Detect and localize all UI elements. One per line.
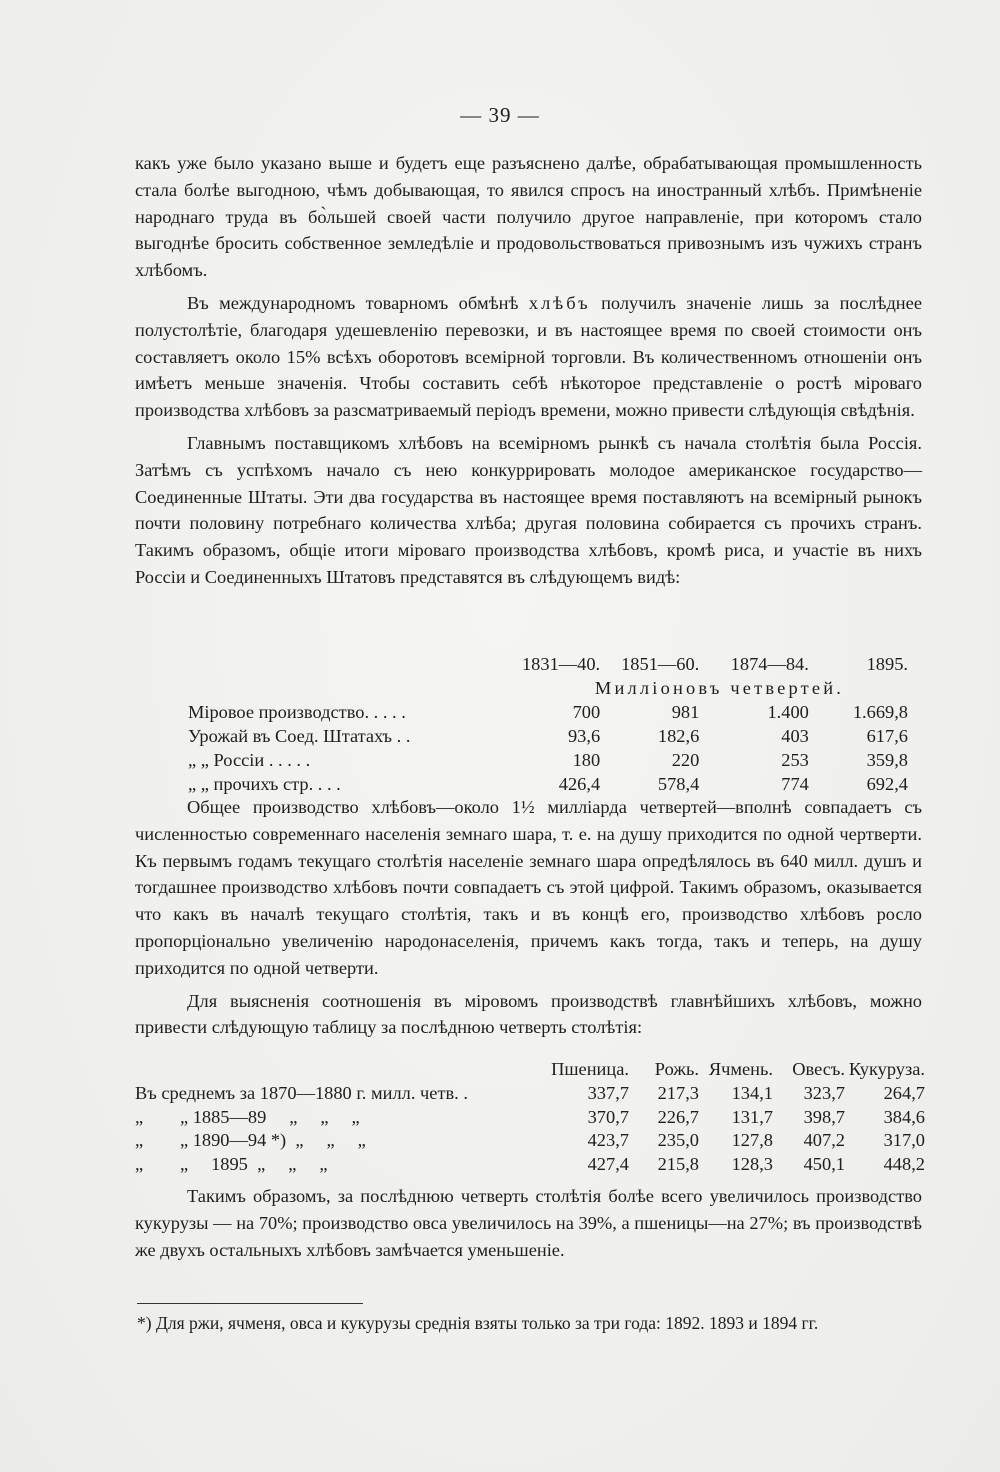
- cell: 220: [671, 750, 700, 770]
- table-row: [188, 724, 908, 748]
- paragraph-6: Такимъ образомъ, за послѣднюю четверть столѣтія болѣе всего увеличилось производство кукурузы — на 70%; производство овса увеличилось на 39%, а пшеницы—на 27%; въ производствѣ же двухъ остальныхъ хлѣбовъ замѣчается уменьшеніе.: [135, 1186, 922, 1260]
- cell: 398,7: [803, 1106, 845, 1127]
- crop-header: Овесъ.: [792, 1059, 845, 1079]
- table1-year: 1831—40.: [521, 654, 601, 674]
- text-block-bottom: [135, 1183, 922, 1263]
- table-row: [188, 748, 908, 772]
- table1-year: 1895.: [866, 654, 908, 674]
- paragraph-4: Общее производство хлѣбовъ—около 1½ милліарда четвертей—вполнѣ совпадаетъ съ численностью современнаго населенія земнаго шара, т. е. на душу приходится по одной чертверти. Къ первымъ годамъ текущаго столѣтія населеніе земнаго шара опредѣлялось въ 640 милл. душъ и тогдашнее производство хлѣбовъ почти совпадаетъ съ этой цифрой. Такимъ образомъ, оказывается что какъ въ началѣ текущаго столѣтія, такъ и въ концѣ его, производство хлѣбовъ росло пропорціонально увеличенію народонаселенія, причемъ какъ тогда, такъ и теперь, на душу приходится по одной четверти.: [135, 797, 922, 978]
- cell: 427,4: [587, 1154, 629, 1175]
- table-row: [188, 700, 908, 724]
- paragraph-2: [135, 290, 922, 424]
- cell: 182,6: [657, 726, 700, 746]
- footnote: *) Для ржи, ячменя, овса и кукурузы среднія взяты только за три года: 1892. 1893 и 1894 гг.: [137, 1313, 819, 1333]
- cell: 700: [572, 702, 601, 722]
- cell: 253: [781, 750, 809, 770]
- crop-header: Ячмень.: [708, 1059, 773, 1079]
- cell: 134,1: [731, 1082, 773, 1103]
- table-row: [135, 1153, 925, 1177]
- row-label: Въ среднемъ за 1870—1880 г. милл. четв. .: [135, 1082, 468, 1103]
- cell: 264,7: [883, 1082, 925, 1103]
- paragraph-2-start: Въ международномъ товарномъ обмѣнѣ: [187, 292, 519, 313]
- text-block-middle: [135, 794, 922, 1041]
- cell: 128,3: [731, 1154, 773, 1175]
- row-label: „ „ 1895 „ „ „: [135, 1154, 328, 1175]
- crops-production-table: [135, 1058, 925, 1177]
- text-block-top: [135, 150, 922, 591]
- row-label: „ „ 1885—89 „ „ „: [135, 1106, 360, 1127]
- cell: 323,7: [803, 1082, 845, 1103]
- row-label: „ „ 1890—94 *) „ „ „: [135, 1130, 366, 1151]
- row-label: Урожай въ Соед. Штатахъ . .: [188, 726, 411, 746]
- cell: 1.669,8: [852, 702, 908, 722]
- table-row: [135, 1129, 925, 1153]
- table1-header-row: [188, 652, 908, 676]
- table1-year: 1874—84.: [730, 654, 809, 674]
- cell: 180: [572, 750, 601, 770]
- cell: 317,0: [883, 1130, 925, 1151]
- cell: 450,1: [803, 1154, 845, 1175]
- cell: 127,8: [731, 1130, 773, 1151]
- footnote-divider: [137, 1303, 363, 1304]
- cell: 578,4: [657, 774, 700, 794]
- cell: 384,6: [883, 1106, 925, 1127]
- table1-unit-row: [188, 676, 908, 700]
- table-row: [135, 1082, 925, 1106]
- cell: 93,6: [567, 726, 601, 746]
- paragraph-5: Для выясненія соотношенія въ міровомъ производствѣ главнѣйшихъ хлѣбовъ, можно привести слѣдующую таблицу за послѣднюю четверть столѣтія:: [135, 990, 922, 1038]
- cell: 774: [781, 774, 809, 794]
- world-production-table: [188, 652, 908, 796]
- table-row: [135, 1106, 925, 1130]
- cell: 131,7: [731, 1106, 773, 1127]
- table2-header-row: [135, 1058, 925, 1082]
- paragraph-1: какъ уже было указано выше и будетъ еще разъяснено далѣе, обрабатывающая промышленность стала болѣе выгодною, чѣмъ добывающая, то явился спросъ на иностранный хлѣбъ. Примѣненіе народнаго труда въ бо̀льшей своей части получило другое направленіе, при которомъ стало выгоднѣе бросить собственное земледѣліе и продовольствоваться привознымъ изъ чужихъ странъ хлѣбомъ.: [135, 153, 922, 281]
- page-number: — 39 —: [460, 103, 540, 127]
- table-row: [188, 772, 908, 796]
- cell: 217,3: [657, 1082, 699, 1103]
- cell: 359,8: [866, 750, 908, 770]
- row-label: Міровое производство. . . . .: [188, 702, 406, 722]
- spaced-word: хлѣбъ: [528, 292, 591, 313]
- cell: 235,0: [657, 1130, 699, 1151]
- crop-header: Рожь.: [654, 1059, 699, 1079]
- cell: 448,2: [883, 1154, 925, 1175]
- cell: 1.400: [767, 702, 809, 722]
- cell: 403: [781, 726, 809, 746]
- row-label: „ „ Россіи . . . . .: [188, 750, 311, 770]
- crop-header: Пшеница.: [551, 1059, 629, 1079]
- cell: 617,6: [866, 726, 908, 746]
- row-label: „ „ прочихъ стр. . . .: [188, 774, 341, 794]
- cell: 370,7: [587, 1106, 629, 1127]
- cell: 981: [671, 702, 700, 722]
- cell: 215,8: [657, 1154, 699, 1175]
- cell: 337,7: [587, 1082, 629, 1103]
- cell: 426,4: [558, 774, 601, 794]
- table1-year: 1851—60.: [621, 654, 700, 674]
- paragraph-3: Главнымъ поставщикомъ хлѣбовъ на всемірномъ рынкѣ съ начала столѣтія была Россія. Затѣмъ съ успѣхомъ начало съ нею конкуррировать молодое американское государство—Соединенные Штаты. Эти два государства въ настоящее время поставляютъ на всемірный рынокъ почти половину потребнаго количества хлѣба; другая половина собирается съ прочихъ странъ. Такимъ образомъ, общіе итоги міроваго производства хлѣбовъ, кромѣ риса, и участіе въ нихъ Россіи и Соединенныхъ Штатовъ представятся въ слѣдующемъ видѣ:: [135, 432, 922, 587]
- cell: 423,7: [587, 1130, 629, 1151]
- table1-unit: Милліоновъ четвертей.: [594, 678, 845, 698]
- cell: 226,7: [657, 1106, 699, 1127]
- paragraph-2-rest: получилъ значеніе лишь за послѣднее полустолѣтіе, благодаря удешевленію перевозки, и въ настоящее время по своей стоимости онъ составляетъ около 15% всѣхъ оборотовъ всемірной торговли. Въ количественномъ отношеніи онъ имѣетъ меньше значенія. Чтобы составить себѣ нѣкоторое представленіе о ростѣ міроваго производства хлѣбовъ за разсматриваемый періодъ времени, можно привести слѣдующія свѣдѣнія.: [135, 292, 922, 421]
- crop-header: Кукуруза.: [848, 1059, 925, 1079]
- cell: 407,2: [803, 1130, 845, 1151]
- cell: 692,4: [866, 774, 908, 794]
